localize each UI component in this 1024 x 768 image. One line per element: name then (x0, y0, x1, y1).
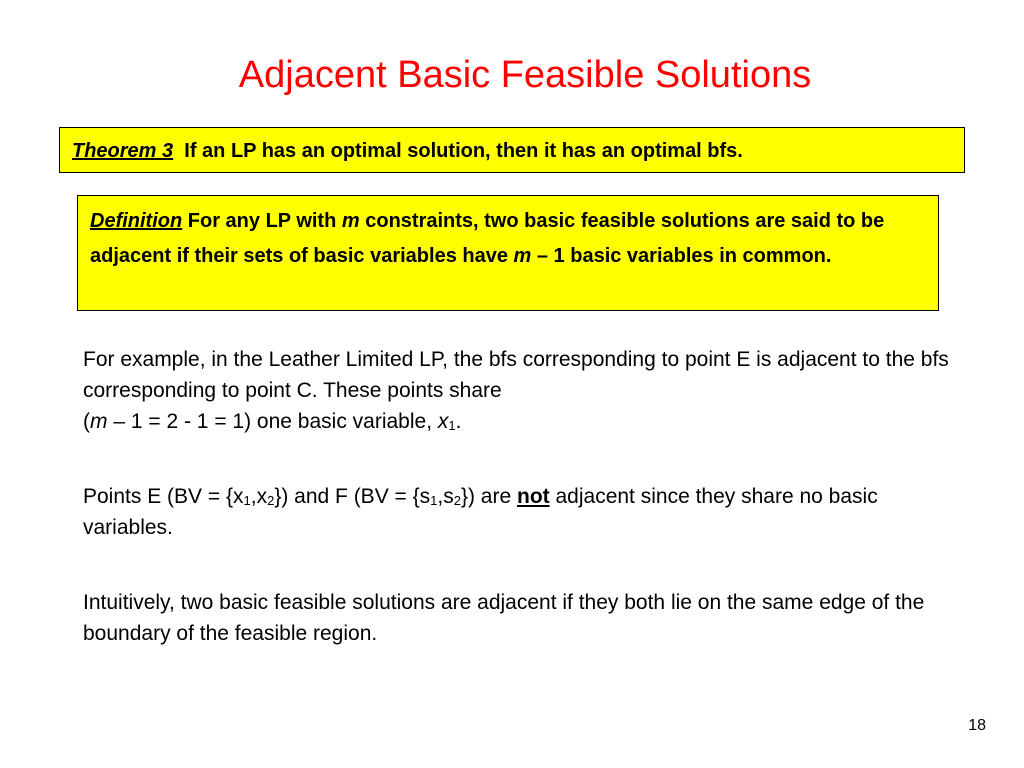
definition-text: – 1 basic variables in common. (531, 245, 832, 267)
theorem-lead: Theorem 3 (72, 140, 174, 162)
definition-text: constraints, two basic feasible solutions are said to be adjacent if their sets of basic variables have (90, 210, 885, 267)
paragraph-text: ( (83, 410, 90, 433)
paragraph-example (83, 344, 953, 437)
subscript: 1 (430, 493, 438, 508)
paragraph-text: ,x (250, 485, 268, 508)
definition-text: For any LP with (182, 210, 342, 232)
paragraph-text: ,s (437, 485, 454, 508)
paragraph-not-adjacent (83, 481, 953, 543)
definition-var-m: m (341, 210, 360, 232)
paragraph-intuition: Intuitively, two basic feasible solutions are adjacent if they both lie on the same edge of the boundary of the feasible region. (83, 591, 925, 645)
paragraph-text: For example, in the Leather Limited LP, the bfs corresponding to point E is adjacent to the bfs corresponding to point C. These points share (83, 348, 949, 402)
definition-lead: Definition (90, 210, 183, 232)
definition-var-m: m (513, 245, 532, 267)
emphasis-not: not (517, 485, 550, 508)
page-number: 18 (968, 717, 986, 734)
definition-box (77, 195, 939, 311)
theorem-text: If an LP has an optimal solution, then it has an optimal bfs. (184, 140, 743, 162)
subscript: 1 (243, 493, 251, 508)
paragraph-text: – 1 = 2 - 1 = 1) one basic variable, (107, 410, 438, 433)
paragraph-text: }) are (460, 485, 517, 508)
variable-m: m (90, 410, 108, 433)
paragraph-text: }) and F (BV = {s (274, 485, 431, 508)
paragraph-text: adjacent since they share no basic variables. (83, 485, 878, 539)
subscript: 1 (448, 418, 456, 433)
slide-title: Adjacent Basic Feasible Solutions (238, 54, 812, 96)
paragraph-text: . (455, 410, 462, 433)
subscript: 2 (453, 493, 461, 508)
paragraph-text: Points E (BV = {x (83, 485, 244, 508)
subscript: 2 (267, 493, 275, 508)
variable-x: x (437, 410, 449, 433)
theorem-box (59, 127, 965, 173)
